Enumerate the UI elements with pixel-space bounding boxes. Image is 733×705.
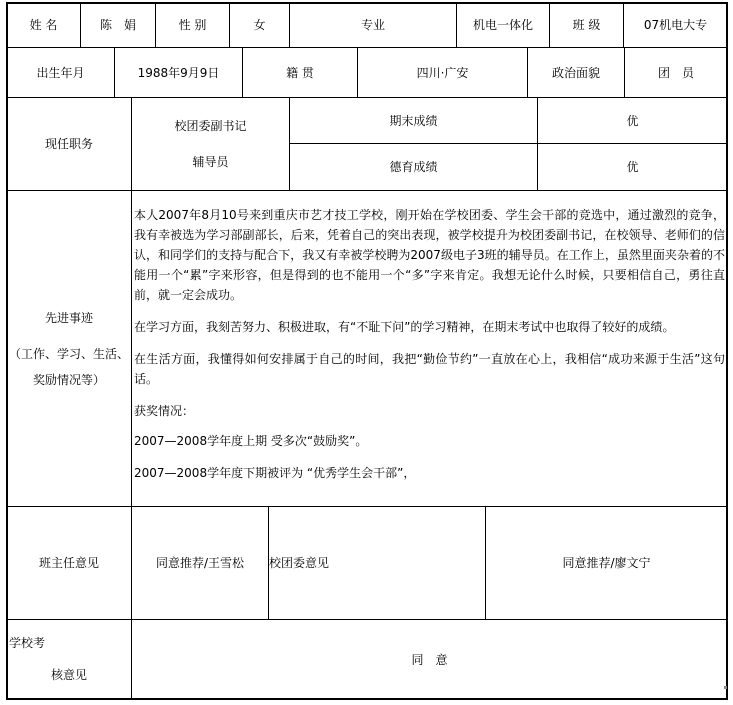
teacher-opinion-label [6,506,132,620]
deeds-label [6,190,132,507]
political-label [527,47,625,98]
gender-label-text: 性 别 [178,18,207,32]
major-value-text: 机电一体化 [472,18,533,32]
deeds-paragraph: 2007—2008学年度下期被评为 “优秀学生会干部”， [134,466,416,480]
birth-value [114,47,243,98]
moral-value-text: 优 [626,160,639,174]
political-value [624,47,728,98]
deeds-paragraph: 获奖情况： [134,404,195,418]
gender-label [155,2,230,48]
school-opinion-label-line2: 核意见 [51,668,88,682]
post-label [6,97,132,191]
political-value-text: 团 员 [657,65,694,80]
final-exam-label-text: 期末成绩 [389,113,438,128]
final-exam-value-text: 优 [626,113,639,128]
final-exam-value [537,97,728,144]
name-label-text: 姓 名 [29,18,58,32]
gender-value-text: 女 [253,18,266,32]
post-label-text: 现任职务 [44,137,93,151]
deeds-paragraph: 在学习方面，我刻苦努力、积极进取，有“不耻下问”的学习精神，在期末考试中也取得了较好的成绩。 [134,320,675,334]
post-value-line1: 校团委副书记 [174,119,247,133]
name-value [80,2,156,48]
major-label [289,2,457,48]
corner-mark [724,686,727,689]
post-value-line2: 辅导员 [192,155,229,169]
final-exam-label [289,97,538,144]
origin-label [242,47,358,98]
class-value [623,2,728,48]
deeds-paragraph: 本人2007年8月10号来到重庆市艺才技工学校，刚开始在学校团委、学生会干部的竞选中，通过激烈的竞争，我有幸被选为学习部副部长，后来，凭着自己的突出表现，被学校提升为校团委副书记，在校领导、老师们的信认，和同学们的支持与配合下，我又有幸被学校聘为2007级电子3班的辅导员。在工作上，虽然里面夹杂着的不能用一个“累”字来形容，但是得到的也不能用一个“多”字来肯定。我想无论什么时候，只要相信自己，勇往直前，就一定会成功。 [134,208,725,302]
birth-value-text: 1988年9月9日 [137,65,220,80]
moral-value [537,143,728,191]
origin-value-text: 四川·广安 [416,65,469,80]
school-opinion-value [131,619,728,700]
school-opinion-label [6,619,132,700]
political-label-text: 政治面貌 [551,65,600,80]
birth-label [6,47,115,98]
deeds-label-line2: （工作、学习、生活、 [8,346,129,361]
teacher-opinion-value [131,506,269,620]
deeds-label-line1: 先进事迹 [44,310,93,325]
deeds-paragraph: 在生活方面，我懂得如何安排属于自己的时间，我把“勤俭节约”一直放在心上，我相信“成功来源于生活”这句话。 [134,352,725,386]
school-opinion-label-line1: 学校考 [9,636,46,650]
class-value-text: 07机电大专 [643,18,708,32]
teacher-opinion-label-text: 班主任意见 [38,556,99,570]
league-opinion-label [268,506,486,620]
major-label-text: 专业 [360,18,385,32]
league-opinion-value-text: 同意推荐/廖文宁 [562,556,651,570]
moral-label-text: 德育成绩 [389,160,438,174]
school-opinion-value-text: 同 意 [411,652,448,667]
birth-label-text: 出生年月 [36,65,85,80]
class-label [549,2,624,48]
class-label-text: 班 级 [572,18,601,32]
post-value [131,97,290,191]
teacher-opinion-value-text: 同意推荐/王雪松 [155,556,245,570]
name-value-text: 陈 娟 [99,18,136,32]
origin-value [357,47,528,98]
origin-label-text: 籍 贯 [286,65,314,80]
deeds-paragraph: 2007—2008学年度上期 受多次“鼓励奖”。 [134,434,368,448]
league-opinion-value [485,506,728,620]
moral-label [289,143,538,191]
gender-value [229,2,290,48]
deeds-content [131,190,728,507]
major-value [456,2,550,48]
league-opinion-label-text: 校团委意见 [269,556,330,570]
deeds-label-line3: 奖励情况等） [32,372,105,387]
name-label [6,2,81,48]
